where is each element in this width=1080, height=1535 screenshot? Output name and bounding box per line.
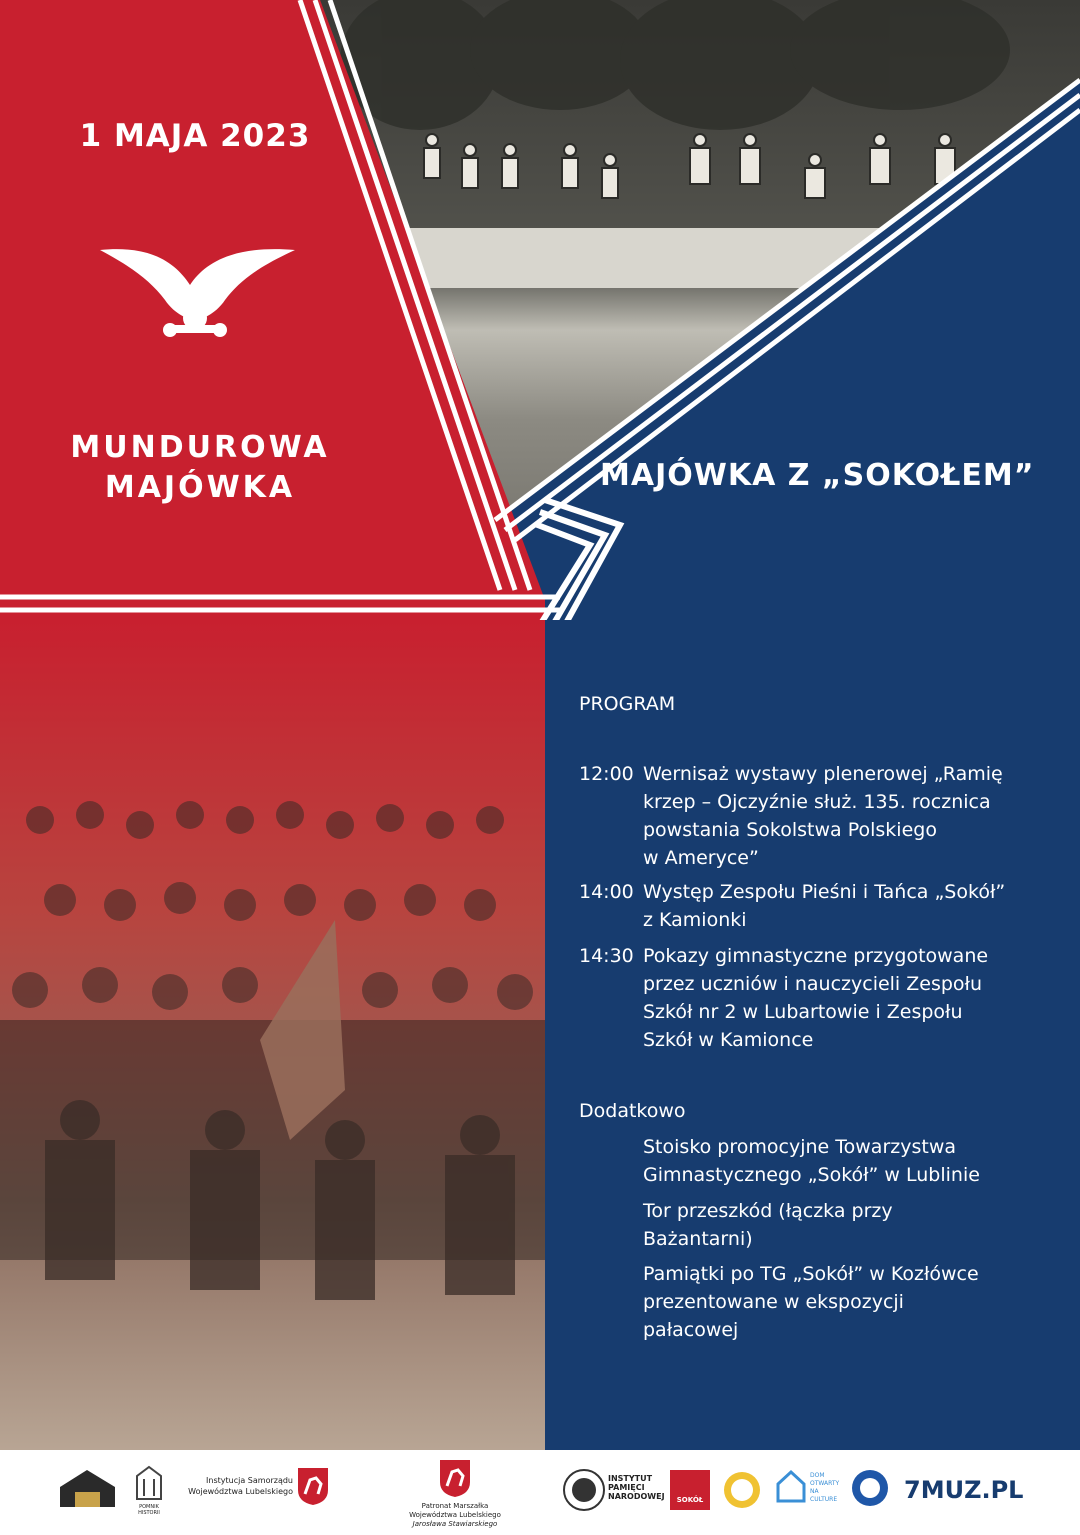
group-photo (0, 620, 545, 1450)
dom-otwarty-text: DOM OTWARTY NA CULTURE (810, 1472, 840, 1503)
desc-line: Wernisaż wystawy plenerowej „Ramię (643, 763, 1003, 785)
program-time: 14:30 (579, 945, 634, 967)
extra-line: prezentowane w ekspozycji (643, 1291, 904, 1313)
patronat-crest-icon (438, 1458, 472, 1498)
program-desc (643, 942, 1043, 1054)
extra-line: Bażantarni) (643, 1228, 753, 1250)
ipn-line: PAMIĘCI (608, 1483, 645, 1492)
patronat-line: Patronat Marszałka (421, 1502, 489, 1510)
program-desc (643, 760, 1043, 872)
extra-line: Tor przeszkód (łączka przy (643, 1200, 893, 1222)
extras-heading: Dodatkowo (579, 1100, 686, 1122)
header-graphic (0, 0, 1080, 620)
patronat-line: Województwa Lubelskiego (409, 1511, 501, 1519)
pomnik-historii-logo-icon (134, 1464, 164, 1502)
event-subtitle: MAJÓWKA Z „SOKOŁEM” (600, 458, 1035, 493)
extra-line: Gimnastycznego „Sokół” w Lublinie (643, 1164, 980, 1186)
sokol-logo (670, 1470, 710, 1510)
sokol-logo-text: SOKÓŁ (676, 1496, 704, 1504)
desc-line: w Ameryce” (643, 847, 759, 869)
program-time: 14:00 (579, 881, 634, 903)
desc-line: przez uczniów i nauczycieli Zespołu (643, 973, 982, 995)
anniversary-badge-icon (722, 1470, 762, 1510)
lubelskie-crest-icon (296, 1466, 330, 1506)
dom-otwarty-house-icon (775, 1468, 807, 1504)
program-time: 12:00 (579, 763, 634, 785)
ipn-text (608, 1474, 670, 1501)
desc-line: Szkół nr 2 w Lubartowie i Zespołu (643, 1001, 963, 1023)
patronat-line: Jarosława Stawiarskiego (412, 1520, 498, 1528)
desc-line: powstania Sokolstwa Polskiego (643, 819, 937, 841)
samorzad-line: Województwa Lubelskiego (188, 1487, 293, 1496)
extra-line: Stoisko promocyjne Towarzystwa (643, 1136, 956, 1158)
program-heading: PROGRAM (579, 693, 676, 715)
event-date: 1 MAJA 2023 (79, 118, 311, 154)
museum-kozlowka-logo-icon (50, 1462, 125, 1517)
extra-item-stoisko (643, 1133, 1053, 1189)
desc-line: Pokazy gimnastyczne przygotowane (643, 945, 989, 967)
samorzad-text (178, 1475, 293, 1497)
desc-line: z Kamionki (643, 909, 747, 931)
ipn-line: INSTYTUT (608, 1474, 653, 1483)
extra-line: Pamiątki po TG „Sokół” w Kozłówce (643, 1263, 979, 1285)
blue-emblem-icon (850, 1468, 890, 1508)
desc-line: Szkół w Kamionce (643, 1029, 814, 1051)
footer-logos (0, 1450, 1080, 1535)
ipn-line: NARODOWEJ (608, 1492, 665, 1501)
extra-item-pamiatki (643, 1260, 1053, 1344)
title-line-1: MUNDUROWA (70, 430, 330, 465)
program-desc (643, 878, 1043, 934)
desc-line: krzep – Ojczyźnie służ. 135. rocznica (643, 791, 991, 813)
ipn-seal-icon (562, 1468, 606, 1512)
extra-line: pałacowej (643, 1319, 739, 1341)
extra-item-tor (643, 1197, 1053, 1253)
7muz-logo: 7MUZ.PL (904, 1476, 1024, 1504)
title-line-2: MAJÓWKA (104, 470, 296, 505)
desc-line: Występ Zespołu Pieśni i Tańca „Sokół” (643, 881, 1006, 903)
patronat-text (395, 1502, 515, 1529)
samorzad-line: Instytucja Samorządu (206, 1476, 293, 1485)
pomnik-historii-text: POMNIK HISTORII (138, 1504, 160, 1516)
